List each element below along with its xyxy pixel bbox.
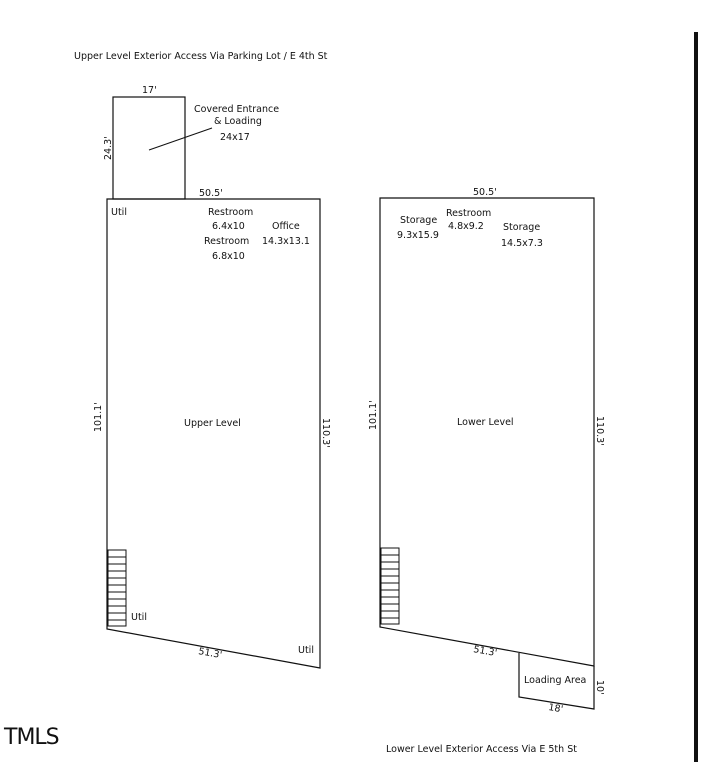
lower-restroom-name: Restroom <box>446 208 492 219</box>
upper-stairs <box>108 550 126 626</box>
lower-level-plan <box>368 187 605 715</box>
upper-building-outline <box>107 199 320 668</box>
upper-office-name: Office <box>272 221 300 232</box>
lower-stairs <box>381 548 399 624</box>
lower-top-dim: 50.5' <box>473 187 497 198</box>
upper-util-corner: Util <box>298 645 314 656</box>
lower-storage2-name: Storage <box>503 222 541 233</box>
upper-access-caption: Upper Level Exterior Access Via Parking Lot / E 4th St <box>74 51 328 62</box>
upper-left-dim: 101.1' <box>93 402 104 432</box>
lower-stair-treads <box>381 555 399 618</box>
lower-right-dim: 110.3' <box>594 416 605 446</box>
lower-level-title: Lower Level <box>457 417 514 428</box>
upper-restroom1-size: 6.4x10 <box>212 221 245 232</box>
lower-access-caption: Lower Level Exterior Access Via E 5th St <box>386 744 577 755</box>
lower-storage2-size: 14.5x7.3 <box>501 238 543 249</box>
upper-restroom2-size: 6.8x10 <box>212 251 245 262</box>
loading-area-name: Loading Area <box>524 675 587 686</box>
covered-entrance-outline <box>113 97 185 199</box>
upper-level-title: Upper Level <box>184 418 241 429</box>
tmls-logo: TMLS <box>4 725 59 750</box>
upper-bottom-dim: 51.3' <box>197 646 223 662</box>
page-edge-bar <box>694 32 698 762</box>
upper-right-dim: 110.3' <box>320 418 331 448</box>
upper-restroom2-name: Restroom <box>204 236 250 247</box>
upper-office-size: 14.3x13.1 <box>262 236 310 247</box>
lower-restroom-size: 4.8x9.2 <box>448 221 484 232</box>
upper-top-dim: 50.5' <box>199 188 223 199</box>
lower-storage1-name: Storage <box>400 215 438 226</box>
lower-left-dim: 101.1' <box>368 400 379 430</box>
upper-restroom1-name: Restroom <box>208 207 254 218</box>
lower-bottom-dim: 51.3' <box>472 644 498 660</box>
entrance-width-dim: 17' <box>142 85 157 96</box>
entrance-size: 24x17 <box>220 132 250 143</box>
upper-util-top: Util <box>111 207 127 218</box>
upper-stair-treads <box>108 557 126 620</box>
upper-level-plan <box>93 85 331 668</box>
entrance-leader-line <box>149 128 212 150</box>
loading-width-dim: 18' <box>547 702 564 716</box>
entrance-label-line1: Covered Entrance <box>194 104 280 115</box>
entrance-depth-dim: 24.3' <box>103 136 114 160</box>
lower-building-outline <box>380 198 594 666</box>
loading-depth-dim: 10' <box>594 680 605 695</box>
lower-storage1-size: 9.3x15.9 <box>397 230 439 241</box>
entrance-label-line2: & Loading <box>214 116 262 127</box>
upper-util-stairs: Util <box>131 612 147 623</box>
